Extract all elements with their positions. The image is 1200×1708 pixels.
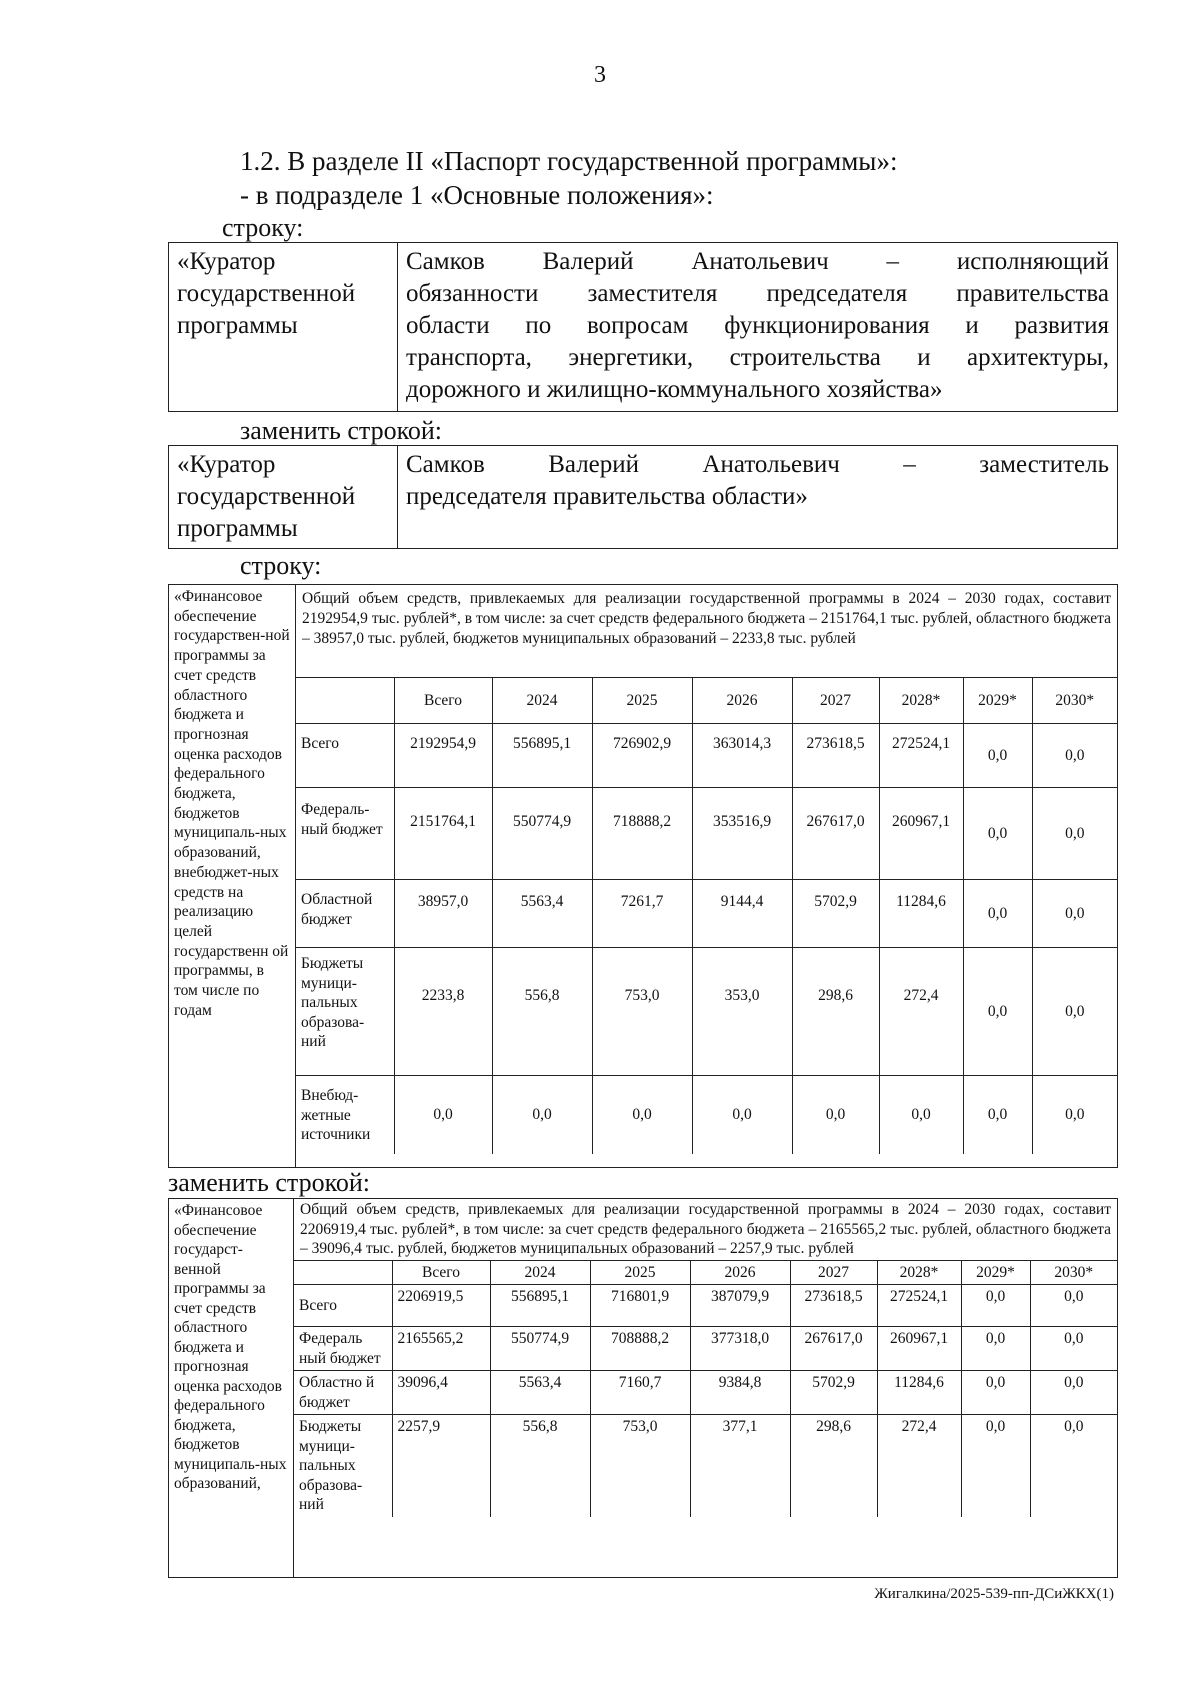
grid-row-label: Федераль-ный бюджет [296, 788, 394, 880]
grid-row-label: Всего [296, 724, 394, 788]
grid-cell: 7160,7 [590, 1371, 690, 1415]
grid-header: 2026 [690, 1260, 790, 1285]
grid-cell: 550774,9 [492, 788, 592, 880]
grid-cell: 556895,1 [490, 1285, 590, 1327]
grid-cell: 753,0 [590, 1415, 690, 1517]
document-footer-reference: Жигалкина/2025-539-пп-ДСиЖКХ(1) [874, 1586, 1114, 1602]
finance-old-content [296, 585, 1118, 1168]
grid-row-label: Областной бюджет [296, 880, 394, 948]
finance-new-content [294, 1199, 1118, 1578]
grid-cell: 716801,9 [590, 1285, 690, 1327]
grid-cell: 0,0 [963, 948, 1032, 1076]
grid-cell: 267617,0 [792, 788, 879, 880]
grid-cell: 718888,2 [592, 788, 692, 880]
grid-header: 2026 [692, 678, 792, 724]
grid-cell: 272,4 [877, 1415, 961, 1517]
grid-cell: 9384,8 [690, 1371, 790, 1415]
grid-cell: 272524,1 [879, 724, 963, 788]
grid-cell: 0,0 [963, 724, 1032, 788]
grid-header: Всего [392, 1260, 490, 1285]
grid-cell: 550774,9 [490, 1327, 590, 1371]
grid-header: 2028* [879, 678, 963, 724]
curator-old-line: области по вопросам функционирования и развития [406, 312, 1109, 339]
grid-cell: 272524,1 [877, 1285, 961, 1327]
curator-old-line: транспорта, энергетики, строительства и архитектуры, [406, 344, 1109, 371]
grid-cell: 9144,4 [692, 880, 792, 948]
grid-header: 2030* [1032, 678, 1117, 724]
grid-cell: 0,0 [1030, 1371, 1117, 1415]
grid-cell: 363014,3 [692, 724, 792, 788]
curator-new-table [168, 445, 1118, 549]
grid-cell: 38957,0 [394, 880, 492, 948]
grid-cell: 7261,7 [592, 880, 692, 948]
finance-old-table [168, 584, 1118, 1168]
grid-cell: 0,0 [1032, 1076, 1117, 1154]
grid-header: 2024 [492, 678, 592, 724]
grid-cell: 11284,6 [879, 880, 963, 948]
grid-cell: 0,0 [592, 1076, 692, 1154]
grid-row-label: Областно й бюджет [294, 1371, 392, 1415]
grid-cell: 2165565,2 [392, 1327, 490, 1371]
curator-old-text [398, 243, 1118, 412]
grid-header-corner [294, 1260, 392, 1285]
grid-cell: 260967,1 [879, 788, 963, 880]
grid-cell: 267617,0 [790, 1327, 877, 1371]
grid-cell: 0,0 [961, 1415, 1030, 1517]
grid-cell: 0,0 [963, 880, 1032, 948]
grid-cell: 0,0 [961, 1327, 1030, 1371]
curator-old-line: обязанности заместителя председателя правительства [406, 280, 1109, 307]
grid-cell: 5563,4 [492, 880, 592, 948]
finance-new-grid [294, 1260, 1117, 1517]
finance-new-label: «Финансовое обеспечение государст-венной программы за счет средств областного бюджета и прогнозная оценка расходов федерального бюджета, бюджетов муниципаль-ных образований, [169, 1199, 294, 1578]
grid-header: 2028* [877, 1260, 961, 1285]
grid-cell: 0,0 [1032, 880, 1117, 948]
grid-cell: 0,0 [961, 1371, 1030, 1415]
grid-cell: 353516,9 [692, 788, 792, 880]
finance-new-description: Общий объем средств, привлекаемых для реализации государственной программы в 2024 – 2030 годах, составит 2206919,4 тыс. рублей*, в том числе: за счет средств федерального бюджета – 2165565,2 тыс. рублей, областного бюджета – 39096,4 тыс. рублей, бюджетов муниципальных образований – 2257,9 тыс. рублей [300, 1201, 1111, 1257]
grid-cell: 2192954,9 [394, 724, 492, 788]
curator-new-line: Самков Валерий Анатольевич – заместитель [406, 451, 1109, 478]
section-heading: 1.2. В разделе II «Паспорт государственной программы»: [240, 146, 898, 176]
grid-header: Всего [394, 678, 492, 724]
grid-header: 2029* [963, 678, 1032, 724]
grid-header: 2027 [792, 678, 879, 724]
finance-new-table [168, 1198, 1118, 1578]
grid-cell: 5702,9 [790, 1371, 877, 1415]
curator-old-line: Самков Валерий Анатольевич – исполняющий [406, 248, 1109, 275]
grid-cell: 5702,9 [792, 880, 879, 948]
grid-cell: 0,0 [1030, 1327, 1117, 1371]
grid-cell: 298,6 [792, 948, 879, 1076]
grid-cell: 556,8 [492, 948, 592, 1076]
grid-header: 2025 [592, 678, 692, 724]
grid-cell: 2206919,5 [392, 1285, 490, 1327]
finance-old-grid [296, 677, 1117, 1154]
grid-cell: 2257,9 [392, 1415, 490, 1517]
grid-header: 2027 [790, 1260, 877, 1285]
curator-old-label: «Куратор государственной программы [169, 243, 398, 412]
grid-cell: 0,0 [1030, 1285, 1117, 1327]
replace-label-1: заменить строкой: [240, 416, 443, 445]
curator-old-table [168, 242, 1118, 412]
curator-new-label: «Куратор государственной программы [169, 446, 398, 549]
grid-cell: 0,0 [492, 1076, 592, 1154]
grid-cell: 272,4 [879, 948, 963, 1076]
curator-new-line: председателя правительства области» [406, 483, 808, 510]
row-label-old-finance: строку: [240, 551, 322, 580]
grid-cell: 0,0 [394, 1076, 492, 1154]
grid-cell: 0,0 [879, 1076, 963, 1154]
grid-cell: 2233,8 [394, 948, 492, 1076]
grid-cell: 273618,5 [792, 724, 879, 788]
grid-row-label: Бюджеты муници-пальных образова-ний [294, 1415, 392, 1517]
grid-cell: 11284,6 [877, 1371, 961, 1415]
grid-cell: 0,0 [692, 1076, 792, 1154]
finance-old-description: Общий объем средств, привлекаемых для реализации государственной программы в 2024 – 2030 годах, составит 2192954,9 тыс. рублей*, в том числе: за счет средств федерального бюджета – 2151764,1 тыс. рублей, областного бюджета – 38957,0 тыс. рублей, бюджетов муниципальных образований – 2233,8 тыс. рублей [302, 590, 1111, 647]
grid-cell: 5563,4 [490, 1371, 590, 1415]
grid-header: 2024 [490, 1260, 590, 1285]
grid-cell: 39096,4 [392, 1371, 490, 1415]
grid-cell: 0,0 [792, 1076, 879, 1154]
page-number: 3 [594, 62, 606, 88]
grid-header: 2029* [961, 1260, 1030, 1285]
grid-header-corner [296, 678, 394, 724]
grid-cell: 0,0 [963, 1076, 1032, 1154]
grid-cell: 708888,2 [590, 1327, 690, 1371]
grid-cell: 387079,9 [690, 1285, 790, 1327]
grid-cell: 0,0 [1030, 1415, 1117, 1517]
grid-cell: 0,0 [1032, 788, 1117, 880]
grid-row-label: Внебюд-жетные источники [296, 1076, 394, 1154]
subsection-heading: - в подразделе 1 «Основные положения»: [240, 180, 714, 210]
curator-new-text [398, 446, 1118, 549]
grid-row-label: Бюджеты муници-пальных образова-ний [296, 948, 394, 1076]
grid-cell: 0,0 [963, 788, 1032, 880]
grid-row-label: Всего [294, 1285, 392, 1327]
curator-old-line: дорожного и жилищно-коммунального хозяйства» [406, 376, 943, 403]
grid-header: 2025 [590, 1260, 690, 1285]
grid-cell: 298,6 [790, 1415, 877, 1517]
row-label-old-curator: строку: [222, 213, 304, 242]
grid-cell: 273618,5 [790, 1285, 877, 1327]
grid-cell: 260967,1 [877, 1327, 961, 1371]
grid-cell: 0,0 [961, 1285, 1030, 1327]
grid-cell: 0,0 [1032, 724, 1117, 788]
grid-cell: 556895,1 [492, 724, 592, 788]
replace-label-2: заменить строкой: [168, 1168, 371, 1197]
grid-cell: 377,1 [690, 1415, 790, 1517]
grid-cell: 753,0 [592, 948, 692, 1076]
grid-cell: 726902,9 [592, 724, 692, 788]
finance-old-label: «Финансовое обеспечение государствен-ной программы за счет средств областного бюджета и прогнозная оценка расходов федерального бюджета, бюджетов муниципаль-ных образований, внебюджет-ных средств на реализацию целей государственн ой программы, в том числе по годам [169, 585, 296, 1168]
grid-cell: 0,0 [1032, 948, 1117, 1076]
grid-cell: 353,0 [692, 948, 792, 1076]
grid-cell: 556,8 [490, 1415, 590, 1517]
grid-cell: 377318,0 [690, 1327, 790, 1371]
grid-header: 2030* [1030, 1260, 1117, 1285]
grid-row-label: Федераль ный бюджет [294, 1327, 392, 1371]
grid-cell: 2151764,1 [394, 788, 492, 880]
